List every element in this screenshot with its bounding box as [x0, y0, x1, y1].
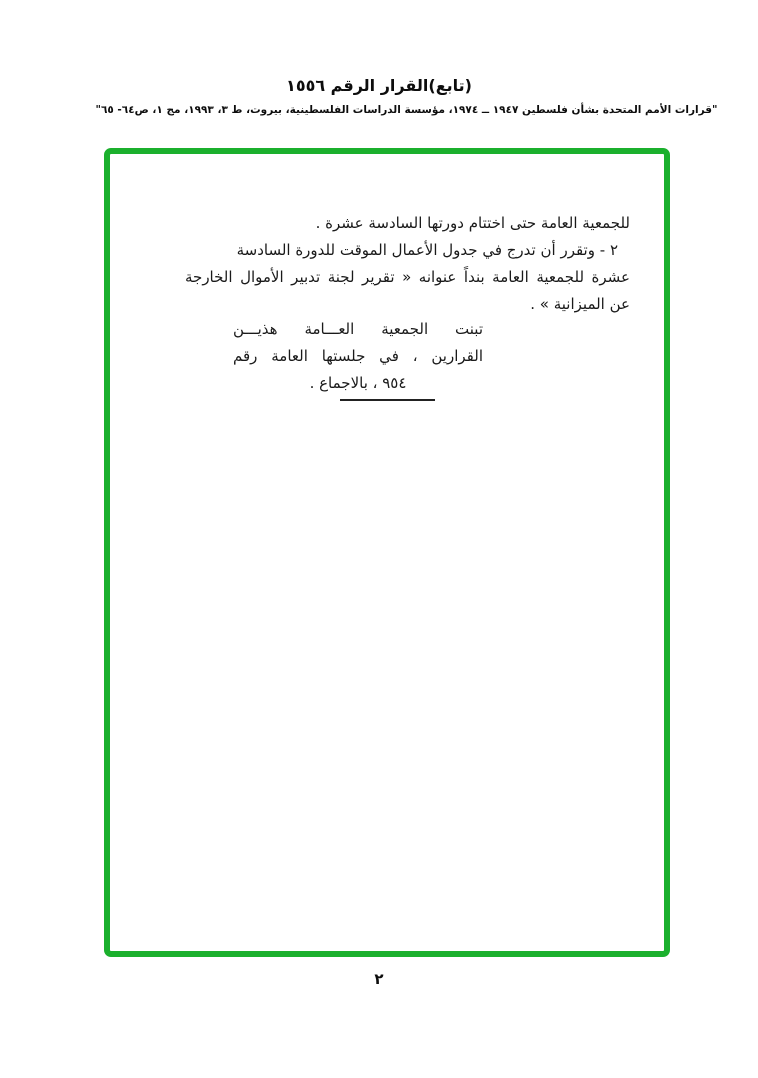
text-line: ٢ - وتقرر أن تدرج في جدول الأعمال الموقت للدورة السادسة	[236, 241, 618, 259]
end-of-text-rule	[340, 399, 435, 401]
text-line: ٩٥٤ ، بالاجماع .	[309, 374, 407, 392]
text-line: القرارين ، في جلستها العامة رقم	[233, 347, 483, 365]
document-title: (تابع)القرار الرقم ١٥٥٦	[286, 76, 472, 95]
green-highlight-frame	[104, 148, 670, 957]
text-line: عن الميزانية » .	[530, 295, 630, 313]
citation-line: "قرارات الأمم المتحدة بشأن فلسطين ١٩٤٧ ــ ١٩٧٤، مؤسسة الدراسات الفلسطينية، بيروت، ط ٣، ١٩٩٣، مج ١، ص٦٤- ٦٥"	[95, 104, 718, 116]
paragraph-adoption-note	[233, 316, 483, 397]
text-line: للجمعية العامة حتى اختتام دورتها السادسة عشرة .	[315, 214, 630, 232]
text-line: عشرة للجمعية العامة بنداً عنوانه « تقرير لجنة تدبير الأموال الخارجة	[185, 268, 630, 286]
text-line: تبنت الجمعية العـــامة هذيـــن	[233, 320, 483, 338]
page-number: ٢	[374, 970, 384, 988]
paragraph-resolution-text	[185, 210, 630, 318]
